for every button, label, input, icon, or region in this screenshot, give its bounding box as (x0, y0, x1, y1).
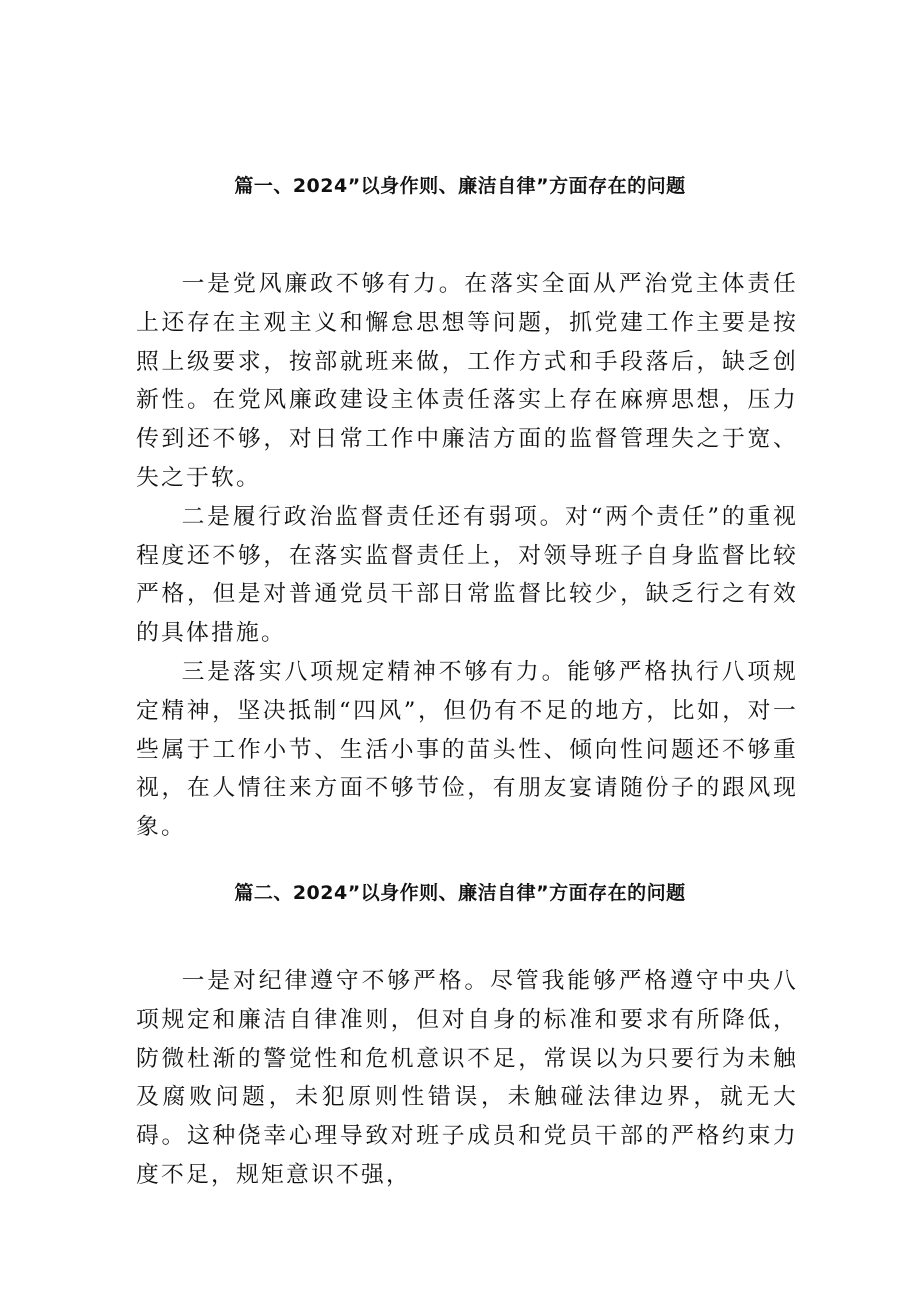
section-1-paragraph-2: 二是履行政治监督责任还有弱项。对“两个责任”的重视程度还不够，在落实监督责任上，对领导班子自身监督比较严格，但是对普通党员干部日常监督比较少，缺乏行之有效的具体措施。 (136, 503, 798, 647)
section-1-body (136, 265, 798, 847)
section-2-title: 篇二、2024”以身作则、廉洁自律”方面存在的问题 (234, 882, 686, 904)
section-2-paragraph-1: 一是对纪律遵守不够严格。尽管我能够严格遵守中央八项规定和廉洁自律准则，但对自身的标准和要求有所降低，防微杜渐的警觉性和危机意识不足，常误以为只要行为未触及腐败问题，未犯原则性错误，未触碰法律边界，就无大碍。这种侥幸心理导致对班子成员和党员干部的严格约束力度不足，规矩意识不强， (136, 968, 798, 1188)
section-1-paragraph-1: 一是党风廉政不够有力。在落实全面从严治党主体责任上还存在主观主义和懈怠思想等问题，抓党建工作主要是按照上级要求，按部就班来做，工作方式和手段落后，缺乏创新性。在党风廉政建设主体责任落实上存在麻痹思想，压力传到还不够，对日常工作中廉洁方面的监督管理失之于宽、失之于软。 (136, 271, 798, 491)
section-1-title: 篇一、2024”以身作则、廉洁自律”方面存在的问题 (234, 175, 686, 197)
section-2-body (136, 962, 798, 1195)
section-1-paragraph-3: 三是落实八项规定精神不够有力。能够严格执行八项规定精神，坚决抵制“四风”，但仍有不足的地方，比如，对一些属于工作小节、生活小事的苗头性、倾向性问题还不够重视，在人情往来方面不够节俭，有朋友宴请随份子的跟风现象。 (136, 658, 798, 841)
